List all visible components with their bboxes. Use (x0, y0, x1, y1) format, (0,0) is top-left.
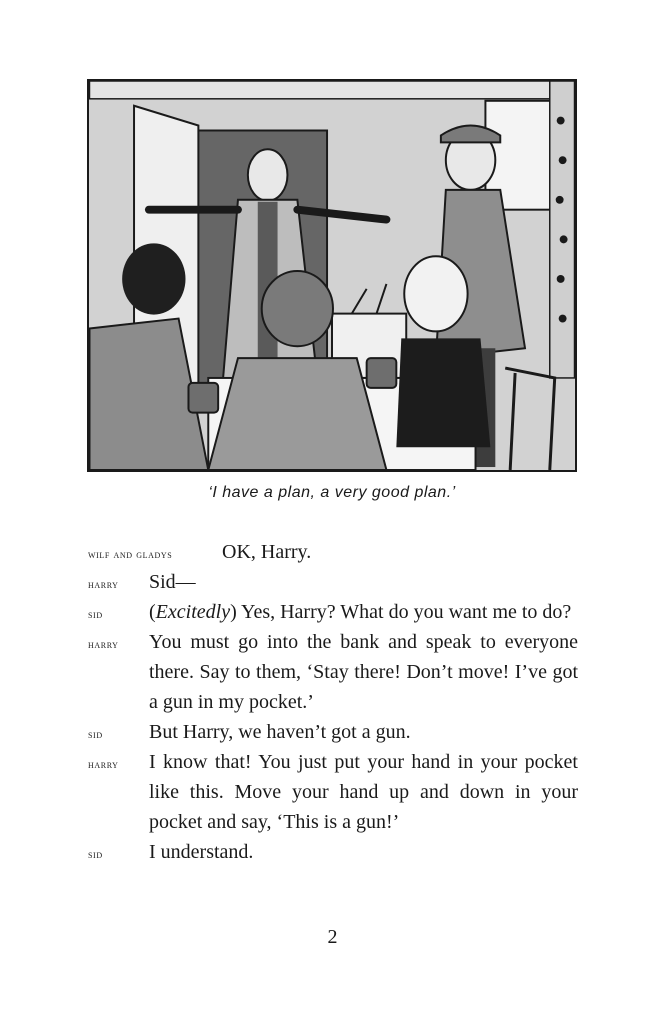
script-line (88, 627, 578, 717)
speech-text: Sid— (149, 571, 196, 593)
speaker-name: wilf and gladys (88, 547, 173, 561)
figure-caption: ‘I have a plan, a very good plan.’ (208, 484, 456, 501)
script-line (88, 567, 578, 597)
stage-direction: Excitedly (155, 601, 231, 623)
speech-text: But Harry, we haven’t got a gun. (149, 721, 411, 743)
script-line (88, 837, 578, 867)
speech-text: I know that! You just put your hand in your pocket like this. Move your hand up and down in your pocket and say, ‘This is a gun!’ (149, 751, 578, 833)
script-line (88, 597, 578, 627)
script-line (88, 537, 578, 567)
script-line (88, 747, 578, 837)
script-line (88, 717, 578, 747)
play-script (88, 537, 578, 867)
speech-body: Yes, Harry? What do you want me to do? (241, 601, 572, 623)
speech-text: (Excitedly) Yes, Harry? What do you want me to do? (149, 601, 572, 623)
room-scene-drawing (89, 81, 575, 470)
speaker-name: harry (88, 637, 119, 651)
speech-text: You must go into the bank and speak to everyone there. Say to them, ‘Stay there! Don’t move! I’ve got a gun in my pocket.’ (149, 631, 578, 713)
speaker-name: sid (88, 847, 103, 861)
speech-text: OK, Harry. (222, 541, 312, 563)
illustration (87, 79, 577, 472)
speaker-name: sid (88, 727, 103, 741)
page-number: 2 (327, 926, 338, 948)
speaker-name: harry (88, 757, 119, 771)
speaker-name: sid (88, 607, 103, 621)
speech-text: I understand. (149, 841, 254, 863)
speaker-name: harry (88, 577, 119, 591)
